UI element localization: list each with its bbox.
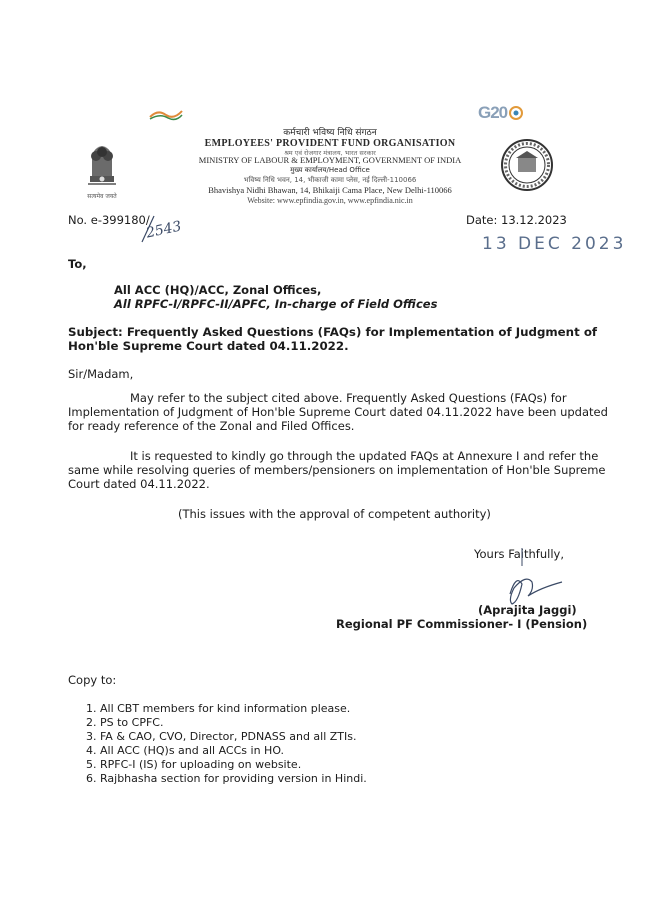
signatory-name: (Aprajita Jaggi) [478, 603, 577, 617]
received-date-stamp: 13 DEC 2023 [482, 234, 627, 254]
address-hindi: भविष्य निधि भवन, 14, भीकाजी कामा प्लेस, नई दिल्ली-110066 [243, 176, 417, 184]
para2-line-1: It is requested to kindly go through the updated FAQs at Annexure I and refer the [130, 449, 599, 463]
copy-to-item: 1. All CBT members for kind information please. [86, 702, 351, 715]
letter-date: Date: 13.12.2023 [466, 213, 567, 227]
recipient-line-1: All ACC (HQ)/ACC, Zonal Offices, [114, 283, 322, 297]
para2-line-2: same while resolving queries of members/pensioners on implementation of Hon'ble Supreme [68, 463, 606, 477]
org-name: EMPLOYEES' PROVIDENT FUND ORGANISATION [204, 138, 456, 149]
emblem-caption: सत्यमेव जयते [87, 193, 117, 200]
copy-to-list [86, 702, 367, 786]
g20-logo: G20 [478, 103, 526, 123]
closing: Yours Faithfully, [474, 547, 564, 561]
approval-note: (This issues with the approval of competent authority) [178, 507, 491, 521]
website: Website: www.epfindia.gov.in, www.epfindia.nic.in [247, 196, 413, 205]
lotus-icon [508, 105, 524, 121]
handwritten-slash [140, 214, 156, 244]
national-emblem-icon [80, 140, 124, 192]
para1-line-3: for ready reference of the Zonal and Filed Offices. [68, 419, 355, 433]
handwritten-reference: 2543 [144, 218, 183, 242]
copy-to-label: Copy to: [68, 673, 117, 687]
copy-to-item: 2. PS to CPFC. [86, 716, 164, 729]
head-office-label: मुख्य कार्यालय/Head Office [290, 166, 370, 174]
org-name-hindi: कर्मचारी भविष्य निधि संगठन [283, 128, 377, 138]
subject-line-2: Hon'ble Supreme Court dated 04.11.2022. [68, 339, 349, 353]
subject-line-1: Subject: Frequently Asked Questions (FAQs) for Implementation of Judgment of [68, 325, 598, 339]
para2-line-3: Court dated 04.11.2022. [68, 477, 210, 491]
copy-to-item: 3. FA & CAO, CVO, Director, PDNASS and all ZTIs. [86, 730, 357, 743]
ministry-hindi: श्रम एवं रोजगार मंत्रालय, भारत सरकार [284, 149, 376, 157]
recipient-line-2: All RPFC-I/RPFC-II/APFC, In-charge of Field Offices [114, 297, 438, 311]
salutation: Sir/Madam, [68, 367, 134, 381]
ministry-name: MINISTRY OF LABOUR & EMPLOYMENT, GOVERNMENT OF INDIA [198, 155, 462, 165]
para1-line-2: Implementation of Judgment of Hon'ble Supreme Court dated 04.11.2022 have been updated [68, 405, 608, 419]
reference-number: No. e-399180/ [68, 213, 150, 227]
copy-to-item: 4. All ACC (HQ)s and all ACCs in HO. [86, 744, 285, 757]
para1-line-1: May refer to the subject cited above. Frequently Asked Questions (FAQs) for [130, 391, 567, 405]
to-label: To, [68, 257, 87, 271]
copy-to-item: 5. RPFC-I (IS) for uploading on website. [86, 758, 302, 771]
amrit-mahotsav-logo [148, 107, 184, 121]
signatory-designation: Regional PF Commissioner- I (Pension) [336, 617, 588, 631]
address: Bhavishya Nidhi Bhawan, 14, Bhikaiji Cama Place, New Delhi-110066 [208, 185, 452, 195]
copy-to-item: 6. Rajbhasha section for providing version in Hindi. [86, 772, 367, 785]
